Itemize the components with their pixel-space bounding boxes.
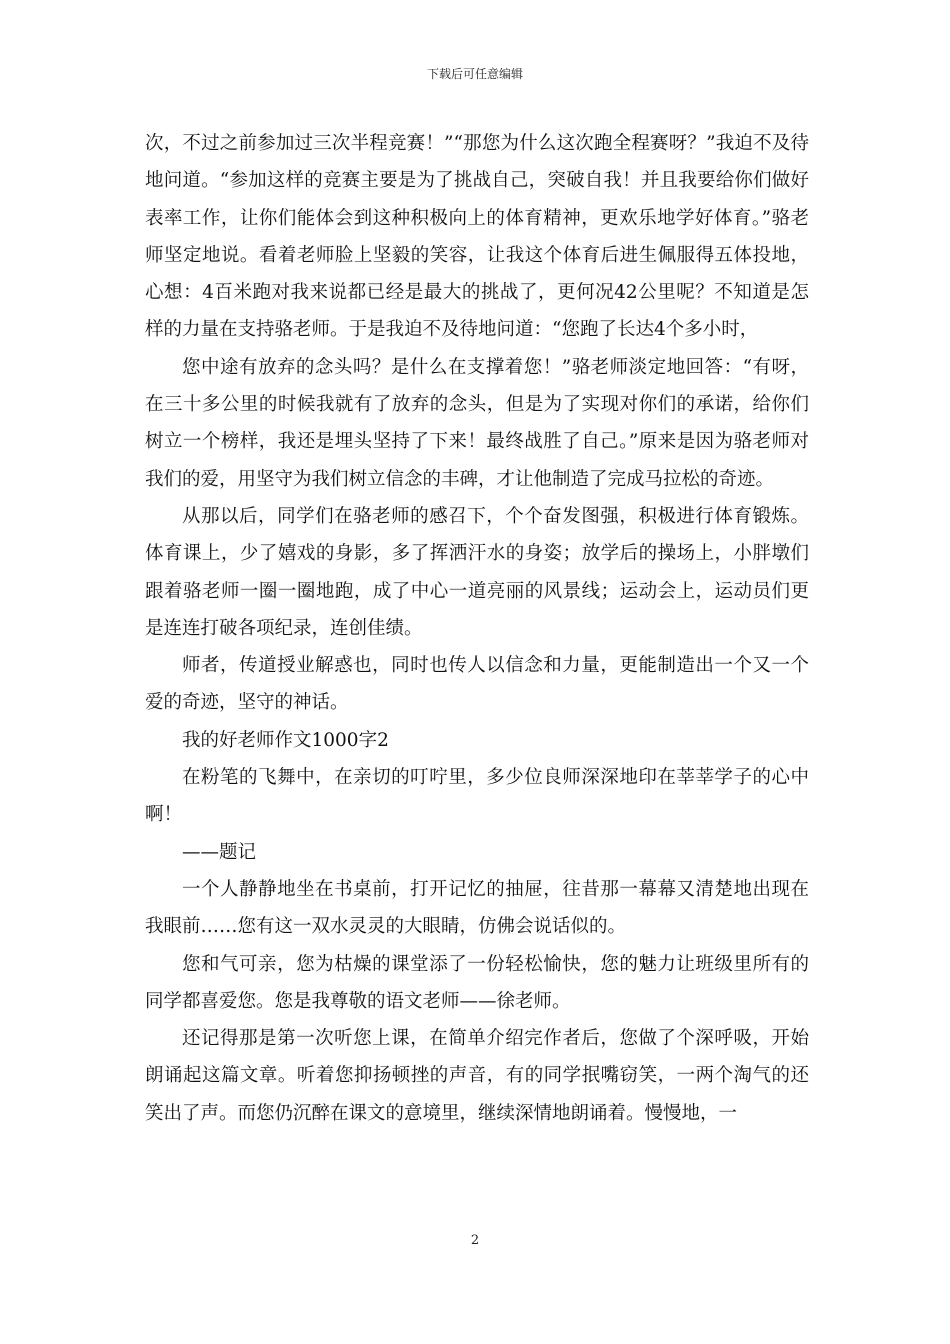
- paragraph: 师者，传道授业解惑也，同时也传人以信念和力量，更能制造出一个又一个爱的奇迹，坚守的神话。: [145, 655, 809, 714]
- paragraph: 次，不过之前参加过三次半程竞赛！”“那您为什么这次跑全程赛呀？”我迫不及待地问道。“参加这样的竞赛主要是为了挑战自己，突破自我！并且我要给你们做好表率工作，让你们能体会到这种积极向上的体育精神，更欢乐地学好体育。”骆老师坚定地说。看着老师脸上坚毅的笑容，让我这个体育后进生佩服得五体投地，心想：4百米跑对我来说都已经是最大的挑战了，更何况42公里呢？不知道是怎样的力量在支持骆老师。于是我迫不及待地问道：“您跑了长达4个多小时，: [145, 133, 809, 341]
- paragraph: 在粉笔的飞舞中，在亲切的叮咛里，多少位良师深深地印在莘莘学子的心中啊！: [145, 767, 809, 826]
- paragraph: 从那以后，同学们在骆老师的感召下，个个奋发图强，积极进行体育锻炼。体育课上，少了嬉戏的身影，多了挥洒汗水的身姿；放学后的操场上，小胖墩们跟着骆老师一圈一圈地跑，成了中心一道亮丽的风景线；运动会上，运动员们更是连连打破各项纪录，连创佳绩。: [145, 505, 809, 639]
- page-header: 下载后可任意编辑: [426, 67, 523, 81]
- document-body: [145, 125, 809, 1132]
- paragraph: 还记得那是第一次听您上课，在简单介绍完作者后，您做了个深呼吸，开始朗诵起这篇文章。听着您抑扬顿挫的声音，有的同学抿嘴窃笑，一两个淘气的还笑出了声。而您仍沉醉在课文的意境里，继续深情地朗诵着。慢慢地，一: [145, 1028, 809, 1124]
- paragraph: 您中途有放弃的念头吗？是什么在支撑着您！”骆老师淡定地回答：“有呀，在三十多公里的时候我就有了放弃的念头，但是为了实现对你们的承诺，给你们树立一个榜样，我还是埋头坚持了下来！最终战胜了自己。”原来是因为骆老师对我们的爱，用坚守为我们树立信念的丰碑，才让他制造了完成马拉松的奇迹。: [145, 356, 809, 490]
- page-number: 2: [470, 1233, 480, 1248]
- paragraph: 一个人静静地坐在书桌前，打开记忆的抽屉，往昔那一幕幕又清楚地出现在我眼前……您有这一双水灵灵的大眼睛，仿佛会说话似的。: [145, 878, 809, 938]
- section-heading: 我的好老师作文1000字2: [182, 729, 389, 751]
- paragraph: 您和气可亲，您为枯燥的课堂添了一份轻松愉快，您的魅力让班级里所有的同学都喜爱您。您是我尊敬的语文老师——徐老师。: [145, 953, 809, 1012]
- epigraph-attribution: ——题记: [182, 841, 257, 863]
